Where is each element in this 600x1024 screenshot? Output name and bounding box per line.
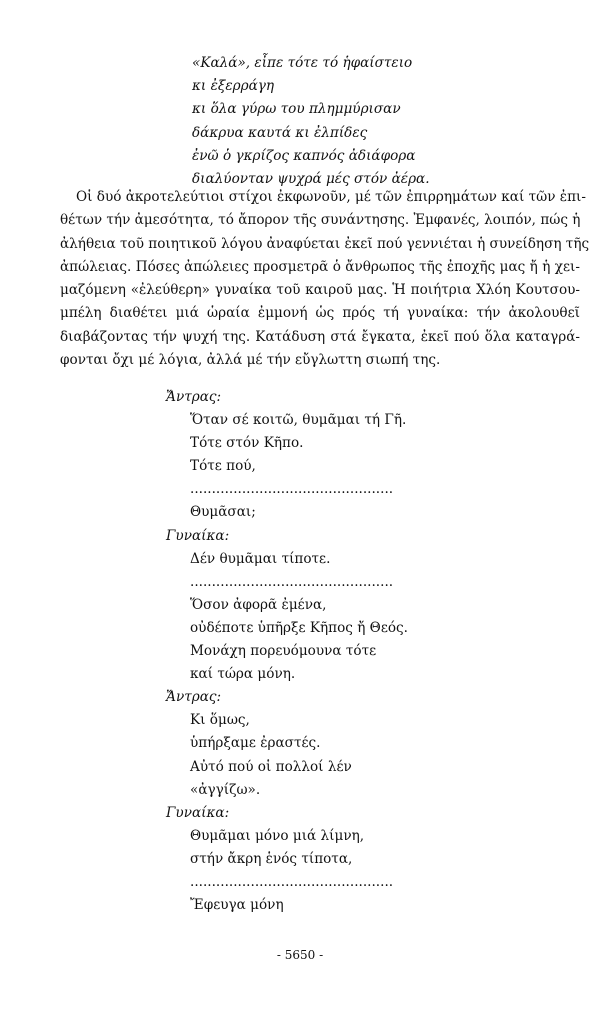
paragraph-line: Οἱ δυό ἀκροτελεύτιοι στίχοι ἐκφωνοῦν, μέ τῶν ἐπιρρημάτων καί τῶν ἐπι- — [76, 189, 586, 205]
ellipsis-line: ............................................... — [190, 481, 394, 498]
paragraph-line: ἀλήθεια τοῦ ποιητικοῦ λόγου ἀναφύεται ἐκεῖ πού γεννιέται ἡ συνείδηση τῆς — [60, 235, 590, 252]
dialogue-poem — [0, 386, 600, 917]
paragraph-line: διαβάζοντας τήν ψυχή της. Κατάδυση στά ἔγκατα, ἐκεῖ πού ὅλα καταγρά- — [60, 328, 580, 345]
paragraph-line: μαζόμενη «ἐλεύθερη» γυναίκα τοῦ καιροῦ μας. Ἡ ποιήτρια Χλόη Κουτσου- — [60, 282, 580, 299]
speaker-label: Γυναίκα: — [166, 804, 230, 821]
paragraph-line: φονται ὄχι μέ λόγια, ἀλλά μέ τήν εὔγλωττη σιωπή της. — [60, 352, 441, 369]
commentary-paragraph — [60, 186, 590, 372]
poem-line: δάκρυα καυτά κι ἐλπίδες — [192, 124, 368, 141]
dialogue-line: «ἀγγίζω». — [190, 781, 261, 798]
speaker-label: Ἄντρας: — [166, 389, 222, 405]
dialogue-line: Τότε στόν Κῆπο. — [190, 435, 304, 452]
dialogue-line: ὑπήρξαμε ἐραστές. — [190, 735, 321, 752]
dialogue-line: Μονάχη πορευόμουνα τότε — [190, 643, 377, 660]
poem-line: ἐνῶ ὁ γκρίζος καπνός ἀδιάφορα — [192, 147, 416, 164]
dialogue-line: Ὅταν σέ κοιτῶ, θυμᾶμαι τή Γῆ. — [190, 412, 407, 429]
poem-line: «Καλά», εἶπε τότε τό ἡφαίστειο — [192, 55, 413, 71]
poem-line: κι ὅλα γύρω του πλημμύρισαν — [192, 101, 401, 118]
dialogue-line: Ἔφευγα μόνη — [190, 897, 284, 914]
paragraph-line: ἀπώλειας. Πόσες ἀπώλειες προσμετρᾶ ὁ ἄνθρωπος τῆς ἐποχῆς μας ἤ ἡ χει- — [60, 258, 580, 275]
poem-line: διαλύονταν ψυχρά μές στόν ἀέρα. — [192, 170, 430, 187]
page-number: - 5650 - — [276, 948, 324, 962]
dialogue-line: Ὅσον ἀφορᾶ ἐμένα, — [190, 596, 327, 613]
dialogue-line: Δέν θυμᾶμαι τίποτε. — [190, 550, 331, 567]
quoted-poem — [192, 52, 430, 191]
paragraph-line: μπέλη διαθέτει μιά ὡραία ἐμμονή ὡς πρός τή γυναίκα: τήν ἀκολουθεῖ — [60, 305, 580, 322]
dialogue-line: καί τώρα μόνη. — [190, 666, 296, 683]
ellipsis-line: ............................................... — [190, 573, 394, 590]
dialogue-line: Αὐτό πού οἱ πολλοί λέν — [190, 758, 352, 775]
dialogue-line: οὐδέποτε ὑπῆρξε Κῆπος ἤ Θεός. — [190, 619, 408, 636]
poem-line: κι ἐξερράγη — [192, 78, 275, 95]
dialogue-line: Θυμᾶσαι; — [190, 504, 256, 521]
dialogue-line: Τότε πού, — [190, 458, 256, 475]
dialogue-line: στήν ἄκρη ἑνός τίποτα, — [190, 850, 353, 867]
speaker-label: Γυναίκα: — [166, 527, 230, 544]
paragraph-line: θέτων τήν ἀμεσότητα, τό ἄπορον τῆς συνάντησης. Ἐμφανές, λοιπόν, πώς ἡ — [60, 212, 581, 229]
dialogue-line: Θυμᾶμαι μόνο μιά λίμνη, — [190, 827, 365, 844]
ellipsis-line: ............................................... — [190, 873, 394, 890]
speaker-label: Ἄντρας: — [166, 689, 222, 706]
dialogue-line: Κι ὅμως, — [190, 712, 250, 729]
